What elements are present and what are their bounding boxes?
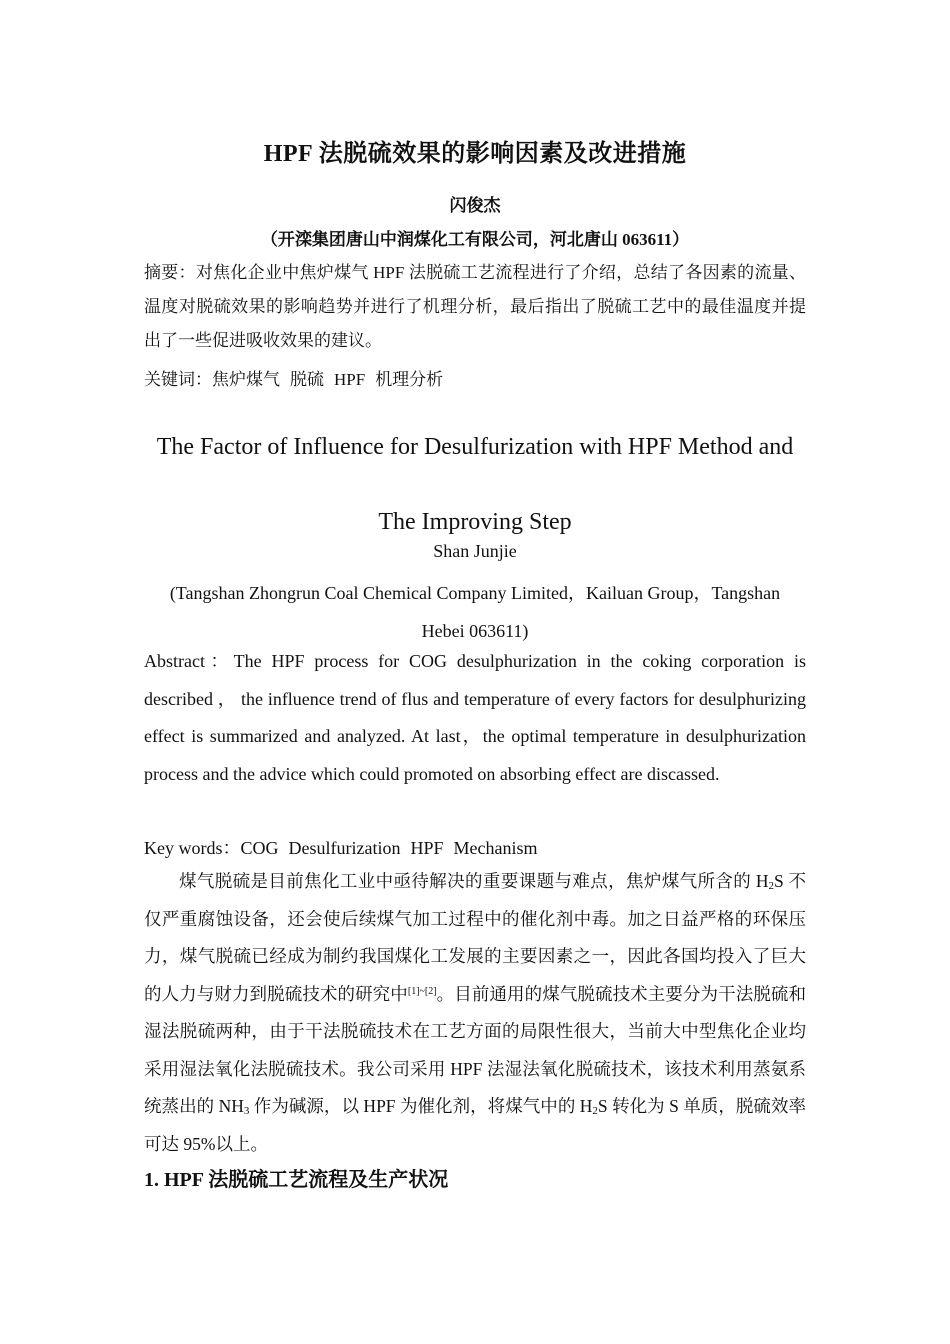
subscript: 2 (768, 880, 775, 892)
paper-title-cn: HPF 法脱硫效果的影响因素及改进措施 (263, 141, 687, 167)
keyword-cn: 脱硫 (290, 370, 324, 389)
abstract-cn: 摘要：对焦化企业中焦炉煤气 HPF 法脱硫工艺流程进行了介绍，总结了各因素的流量、温度对脱硫效果的影响趋势并进行了机理分析，最后指出了脱硫工艺中的最佳温度并提出了一些促进吸收效果的建议。 (144, 263, 806, 350)
affiliation-en-line1: (Tangshan Zhongrun Coal Chemical Company Limited，Kailuan Group，Tangshan (169, 583, 781, 603)
body-text-segment: S 转化为 S 单质，脱硫效率可达 95%以上。 (144, 1096, 806, 1154)
body-text-segment: 作为碱源，以 HPF 为催化剂，将煤气中的 H (249, 1096, 593, 1116)
affiliation-en-line2: Hebei 063611) (421, 621, 529, 641)
affiliation-en (144, 574, 806, 650)
keyword-cn: HPF (334, 370, 366, 389)
keyword-cn: 机理分析 (375, 370, 444, 389)
citation-ref: [1]~[2] (407, 985, 437, 997)
keyword-cn: 焦炉煤气 (212, 370, 280, 389)
section-heading-1: 1. HPF 法脱硫工艺流程及生产状况 (144, 1169, 449, 1191)
keyword-en: Mechanism (453, 838, 538, 858)
subscript: 2 (592, 1105, 598, 1117)
body-text-segment: 。目前通用的煤气脱硫技术主要分为干法脱硫和湿法脱硫两种，由于干法脱硫技术在工艺方面的局限性很大，当前大中型焦化企业均采用湿法氧化法脱硫技术。我公司采用 HPF 法湿法氧化脱硫技术，该技术利用蒸氨系统蒸出的 NH (144, 983, 806, 1116)
affiliation-cn: （开滦集团唐山中润煤化工有限公司，河北唐山 063611） (260, 230, 690, 249)
body-text-segment: 煤气脱硫是目前焦化工业中亟待解决的重要课题与难点，焦炉煤气所含的 H (179, 871, 769, 891)
subscript: 3 (243, 1105, 250, 1117)
author-name-en: Shan Junjie (433, 541, 517, 561)
keyword-en: HPF (410, 838, 444, 858)
keyword-en: Desulfurization (288, 838, 401, 858)
paper-title-en (144, 410, 806, 560)
paper-title-en-line2: The Improving Step (378, 509, 572, 535)
keyword-en: COG (240, 838, 279, 858)
keywords-cn-label: 关键词： (144, 370, 212, 389)
body-paragraph (144, 863, 806, 1163)
body-text-segment: S 不仅严重腐蚀设备，还会使后续煤气加工过程中的催化剂中毒。加之日益严格的环保压力，煤气脱硫已经成为制约我国煤化工发展的主要因素之一，因此各国均投入了巨大的人力与财力到脱硫技术的研究中 (144, 871, 807, 1004)
keywords-cn (144, 365, 453, 390)
keywords-en (144, 834, 548, 860)
keywords-en-label: Key words： (144, 838, 241, 858)
abstract-en: Abstract：The HPF process for COG desulphurization in the coking corporation is described ， the influence trend of flus and temperature of every factors for desulphurizing effect is summarized and analyzed. At last，the optimal temperature in desulphurization process and the advice which could promoted on absorbing effect are discassed. (144, 651, 806, 784)
paper-title-en-line1: The Factor of Influence for Desulfurization with HPF Method and (156, 434, 794, 460)
author-name-cn: 闪俊杰 (449, 196, 501, 215)
